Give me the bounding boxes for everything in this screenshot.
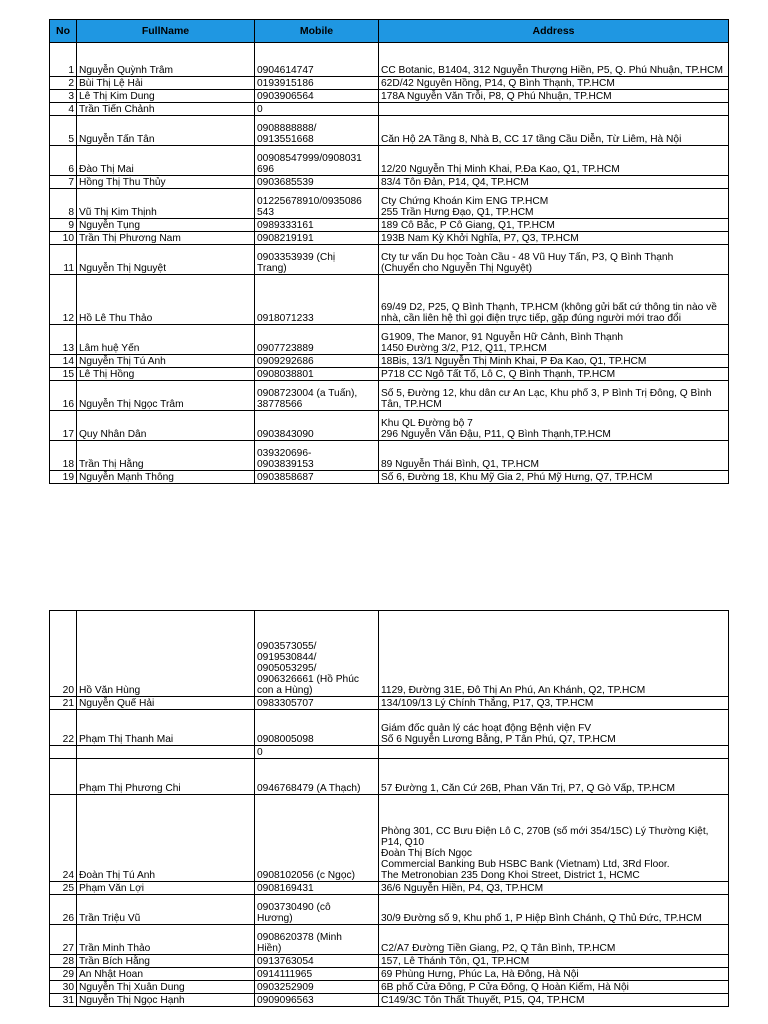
cell-mobile: 0908005098: [255, 710, 379, 746]
table-row: [50, 759, 729, 795]
cell-address: C2/A7 Đường Tiền Giang, P2, Q Tân Bình, TP.HCM: [379, 925, 729, 955]
cell-address: 178A Nguyễn Văn Trỗi, P8, Q Phú Nhuận, TP.HCM: [379, 90, 729, 103]
cell-address: [379, 103, 729, 116]
header-address: Address: [379, 20, 729, 43]
cell-mobile: 039320696- 0903839153: [255, 441, 379, 471]
cell-no: [50, 759, 77, 795]
cell-no: 15: [50, 368, 77, 381]
cell-no: 11: [50, 245, 77, 275]
cell-no: 14: [50, 355, 77, 368]
cell-mobile: 0946768479 (A Thạch): [255, 759, 379, 795]
table-row: [50, 245, 729, 275]
table-row: [50, 43, 729, 77]
table-row: [50, 219, 729, 232]
cell-mobile: 0193915186: [255, 77, 379, 90]
cell-mobile: 0907723889: [255, 325, 379, 355]
cell-mobile: 0908169431: [255, 882, 379, 895]
table-row: [50, 746, 729, 759]
table-row: [50, 955, 729, 968]
cell-address: 69 Phùng Hưng, Phúc La, Hà Đông, Hà Nội: [379, 968, 729, 981]
cell-mobile: 0918071233: [255, 275, 379, 325]
cell-mobile: 0903252909: [255, 981, 379, 994]
cell-address: Khu QL Đường bộ 7 296 Nguyễn Văn Đậu, P11, Q Bình Thạnh,TP.HCM: [379, 411, 729, 441]
cell-mobile: 0903685539: [255, 176, 379, 189]
cell-fullname: Hồng Thị Thu Thủy: [77, 176, 255, 189]
cell-address: 157, Lê Thánh Tôn, Q1, TP.HCM: [379, 955, 729, 968]
table-row: [50, 275, 729, 325]
table-row: [50, 381, 729, 411]
table-row: [50, 994, 729, 1007]
cell-address: Phòng 301, CC Bưu Điện Lô C, 270B (số mới 354/15C) Lý Thường Kiệt, P14, Q10 Đoàn Thị Bích Ngọc Commercial Banking Bub HSBC Bank (Vietnam) Ltd, 3Rd Floor. The Metronobian 235 Dong Khoi Street, District 1, HCMC: [379, 795, 729, 882]
cell-no: 31: [50, 994, 77, 1007]
cell-no: 30: [50, 981, 77, 994]
cell-no: 21: [50, 697, 77, 710]
cell-no: 28: [50, 955, 77, 968]
cell-no: 27: [50, 925, 77, 955]
cell-fullname: Lê Thị Kim Dung: [77, 90, 255, 103]
cell-mobile: 0909096563: [255, 994, 379, 1007]
cell-no: 6: [50, 146, 77, 176]
cell-mobile: 0914111965: [255, 968, 379, 981]
table-row: [50, 411, 729, 441]
table-row: [50, 611, 729, 697]
cell-address: 6B phố Cửa Đông, P Cửa Đông, Q Hoàn Kiếm, Hà Nội: [379, 981, 729, 994]
cell-no: 5: [50, 116, 77, 146]
table-row: [50, 795, 729, 882]
cell-address: 36/6 Nguyễn Hiền, P4, Q3, TP.HCM: [379, 882, 729, 895]
cell-no: 24: [50, 795, 77, 882]
cell-address: Cty tư vấn Du học Toàn Cầu - 48 Vũ Huy Tấn, P3, Q Bình Thạnh (Chuyển cho Nguyễn Thị Nguyệt): [379, 245, 729, 275]
cell-mobile: 01225678910/0935086 543: [255, 189, 379, 219]
cell-address: CC Botanic, B1404, 312 Nguyễn Thượng Hiền, P5, Q. Phú Nhuận, TP.HCM: [379, 43, 729, 77]
cell-no: 2: [50, 77, 77, 90]
cell-fullname: Trần Thị Hằng: [77, 441, 255, 471]
cell-fullname: Nguyễn Tấn Tân: [77, 116, 255, 146]
cell-fullname: Vũ Thị Kim Thịnh: [77, 189, 255, 219]
cell-address: 57 Đường 1, Căn Cứ 26B, Phan Văn Trị, P7, Q Gò Vấp, TP.HCM: [379, 759, 729, 795]
cell-no: 18: [50, 441, 77, 471]
cell-fullname: Đào Thị Mai: [77, 146, 255, 176]
cell-no: 25: [50, 882, 77, 895]
contact-table-part-1: [49, 19, 729, 484]
cell-fullname: Phạm Thị Thanh Mai: [77, 710, 255, 746]
cell-no: 3: [50, 90, 77, 103]
cell-mobile: 0908723004 (a Tuấn), 38778566: [255, 381, 379, 411]
cell-no: 16: [50, 381, 77, 411]
cell-no: 9: [50, 219, 77, 232]
cell-fullname: Nguyễn Thị Nguyệt: [77, 245, 255, 275]
cell-fullname: Nguyễn Quế Hải: [77, 697, 255, 710]
cell-no: 7: [50, 176, 77, 189]
cell-fullname: Quy Nhân Dân: [77, 411, 255, 441]
cell-address: C149/3C Tôn Thất Thuyết, P15, Q4, TP.HCM: [379, 994, 729, 1007]
cell-no: 12: [50, 275, 77, 325]
cell-mobile: 0908102056 (c Ngọc): [255, 795, 379, 882]
cell-address: 189 Cô Bắc, P Cô Giang, Q1, TP.HCM: [379, 219, 729, 232]
cell-fullname: Phạm Văn Lợi: [77, 882, 255, 895]
cell-address: 1129, Đường 31E, Đô Thị An Phú, An Khánh, Q2, TP.HCM: [379, 611, 729, 697]
cell-fullname: Hồ Lê Thu Thảo: [77, 275, 255, 325]
table-row: [50, 103, 729, 116]
cell-address: [379, 746, 729, 759]
cell-no: 20: [50, 611, 77, 697]
cell-no: 19: [50, 471, 77, 484]
table-row: [50, 710, 729, 746]
cell-fullname: Hồ Văn Hùng: [77, 611, 255, 697]
cell-mobile: 0903573055/ 0919530844/ 0905053295/ 0906326661 (Hồ Phúc con a Hùng): [255, 611, 379, 697]
cell-address: Cty Chứng Khoán Kim ENG TP.HCM 255 Trần Hưng Đạo, Q1, TP.HCM: [379, 189, 729, 219]
header-no: No: [50, 20, 77, 43]
cell-address: 193B Nam Kỳ Khởi Nghĩa, P7, Q3, TP.HCM: [379, 232, 729, 245]
cell-fullname: Trần Triệu Vũ: [77, 895, 255, 925]
cell-fullname: Nguyễn Tụng: [77, 219, 255, 232]
cell-address: Giám đốc quản lý các hoạt động Bệnh viện FV Số 6 Nguyễn Lương Bằng, P Tân Phú, Q7, TP.HCM: [379, 710, 729, 746]
cell-address: 62D/42 Nguyên Hồng, P14, Q Bình Thạnh, TP.HCM: [379, 77, 729, 90]
cell-address: 30/9 Đường số 9, Khu phố 1, P Hiệp Bình Chánh, Q Thủ Đức, TP.HCM: [379, 895, 729, 925]
cell-address: G1909, The Manor, 91 Nguyễn Hữ Cảnh, Bình Thạnh 1450 Đường 3/2, P12, Q11, TP.HCM: [379, 325, 729, 355]
cell-fullname: Đoàn Thị Tú Anh: [77, 795, 255, 882]
cell-fullname: Trần Tiến Chảnh: [77, 103, 255, 116]
cell-mobile: 0903906564: [255, 90, 379, 103]
header-mobile: Mobile: [255, 20, 379, 43]
cell-mobile: 0913763054: [255, 955, 379, 968]
table-row: [50, 77, 729, 90]
cell-no: 8: [50, 189, 77, 219]
cell-mobile: 0903858687: [255, 471, 379, 484]
cell-mobile: 0904614747: [255, 43, 379, 77]
table-row: [50, 325, 729, 355]
table-row: [50, 355, 729, 368]
contact-table-part-2: [49, 610, 729, 1007]
cell-fullname: [77, 746, 255, 759]
cell-fullname: An Nhật Hoan: [77, 968, 255, 981]
cell-no: 29: [50, 968, 77, 981]
cell-address: 18Bis, 13/1 Nguyễn Thị Minh Khai, P Đa Kao, Q1, TP.HCM: [379, 355, 729, 368]
cell-mobile: 0909292686: [255, 355, 379, 368]
cell-no: 26: [50, 895, 77, 925]
cell-no: 10: [50, 232, 77, 245]
cell-no: 22: [50, 710, 77, 746]
cell-mobile: 0908219191: [255, 232, 379, 245]
cell-fullname: Phạm Thị Phương Chi: [77, 759, 255, 795]
cell-fullname: Lâm huệ Yến: [77, 325, 255, 355]
cell-fullname: Nguyễn Thị Ngọc Hạnh: [77, 994, 255, 1007]
cell-fullname: Nguyễn Thị Tú Anh: [77, 355, 255, 368]
cell-mobile: 0: [255, 746, 379, 759]
cell-mobile: 0903353939 (Chị Trang): [255, 245, 379, 275]
table-row: [50, 882, 729, 895]
cell-address: 69/49 D2, P25, Q Bình Thạnh, TP.HCM (không gửi bất cứ thông tin nào về nhà, cần liên hệ thì gọi điện trực tiếp, gặp đúng người mới trao đổi: [379, 275, 729, 325]
table-row: [50, 981, 729, 994]
cell-mobile: 0908038801: [255, 368, 379, 381]
table-row: [50, 925, 729, 955]
cell-mobile: 0989333161: [255, 219, 379, 232]
table-row: [50, 116, 729, 146]
cell-fullname: Nguyễn Thị Xuân Dung: [77, 981, 255, 994]
cell-no: 17: [50, 411, 77, 441]
table-row: [50, 697, 729, 710]
cell-fullname: Trần Thị Phương Nam: [77, 232, 255, 245]
cell-mobile: 0903730490 (cô Hương): [255, 895, 379, 925]
table-row: [50, 90, 729, 103]
cell-fullname: Nguyễn Mạnh Thông: [77, 471, 255, 484]
cell-mobile: 0983305707: [255, 697, 379, 710]
table-row: [50, 441, 729, 471]
table-row: [50, 146, 729, 176]
cell-mobile: 00908547999/0908031 696: [255, 146, 379, 176]
cell-address: Số 5, Đường 12, khu dân cư An Lạc, Khu phố 3, P Bình Trị Đông, Q Bình Tân, TP.HCM: [379, 381, 729, 411]
cell-fullname: Lê Thị Hồng: [77, 368, 255, 381]
cell-no: [50, 746, 77, 759]
cell-address: 12/20 Nguyễn Thị Minh Khai, P.Đa Kao, Q1, TP.HCM: [379, 146, 729, 176]
cell-fullname: Nguyễn Quỳnh Trâm: [77, 43, 255, 77]
cell-mobile: 0903843090: [255, 411, 379, 441]
cell-mobile: 0908888888/ 0913551668: [255, 116, 379, 146]
cell-no: 4: [50, 103, 77, 116]
cell-fullname: Trần Bích Hằng: [77, 955, 255, 968]
header-row: [50, 20, 729, 43]
cell-fullname: Nguyễn Thị Ngọc Trâm: [77, 381, 255, 411]
cell-fullname: Trần Minh Thảo: [77, 925, 255, 955]
cell-address: Căn Hộ 2A Tầng 8, Nhà B, CC 17 tầng Cầu Diễn, Từ Liêm, Hà Nội: [379, 116, 729, 146]
cell-address: Số 6, Đường 18, Khu Mỹ Gia 2, Phú Mỹ Hưng, Q7, TP.HCM: [379, 471, 729, 484]
table-row: [50, 232, 729, 245]
table-row: [50, 895, 729, 925]
cell-address: 89 Nguyễn Thái Bình, Q1, TP.HCM: [379, 441, 729, 471]
table-row: [50, 368, 729, 381]
cell-no: 13: [50, 325, 77, 355]
table-row: [50, 968, 729, 981]
cell-mobile: 0: [255, 103, 379, 116]
table-row: [50, 471, 729, 484]
cell-address: P718 CC Ngô Tất Tố, Lô C, Q Bình Thạnh, TP.HCM: [379, 368, 729, 381]
cell-no: 1: [50, 43, 77, 77]
header-fullname: FullName: [77, 20, 255, 43]
cell-fullname: Bùi Thị Lệ Hải: [77, 77, 255, 90]
cell-address: 134/109/13 Lý Chính Thắng, P17, Q3, TP.HCM: [379, 697, 729, 710]
cell-address: 83/4 Tôn Đản, P14, Q4, TP.HCM: [379, 176, 729, 189]
cell-mobile: 0908620378 (Minh Hiền): [255, 925, 379, 955]
table-row: [50, 189, 729, 219]
table-row: [50, 176, 729, 189]
